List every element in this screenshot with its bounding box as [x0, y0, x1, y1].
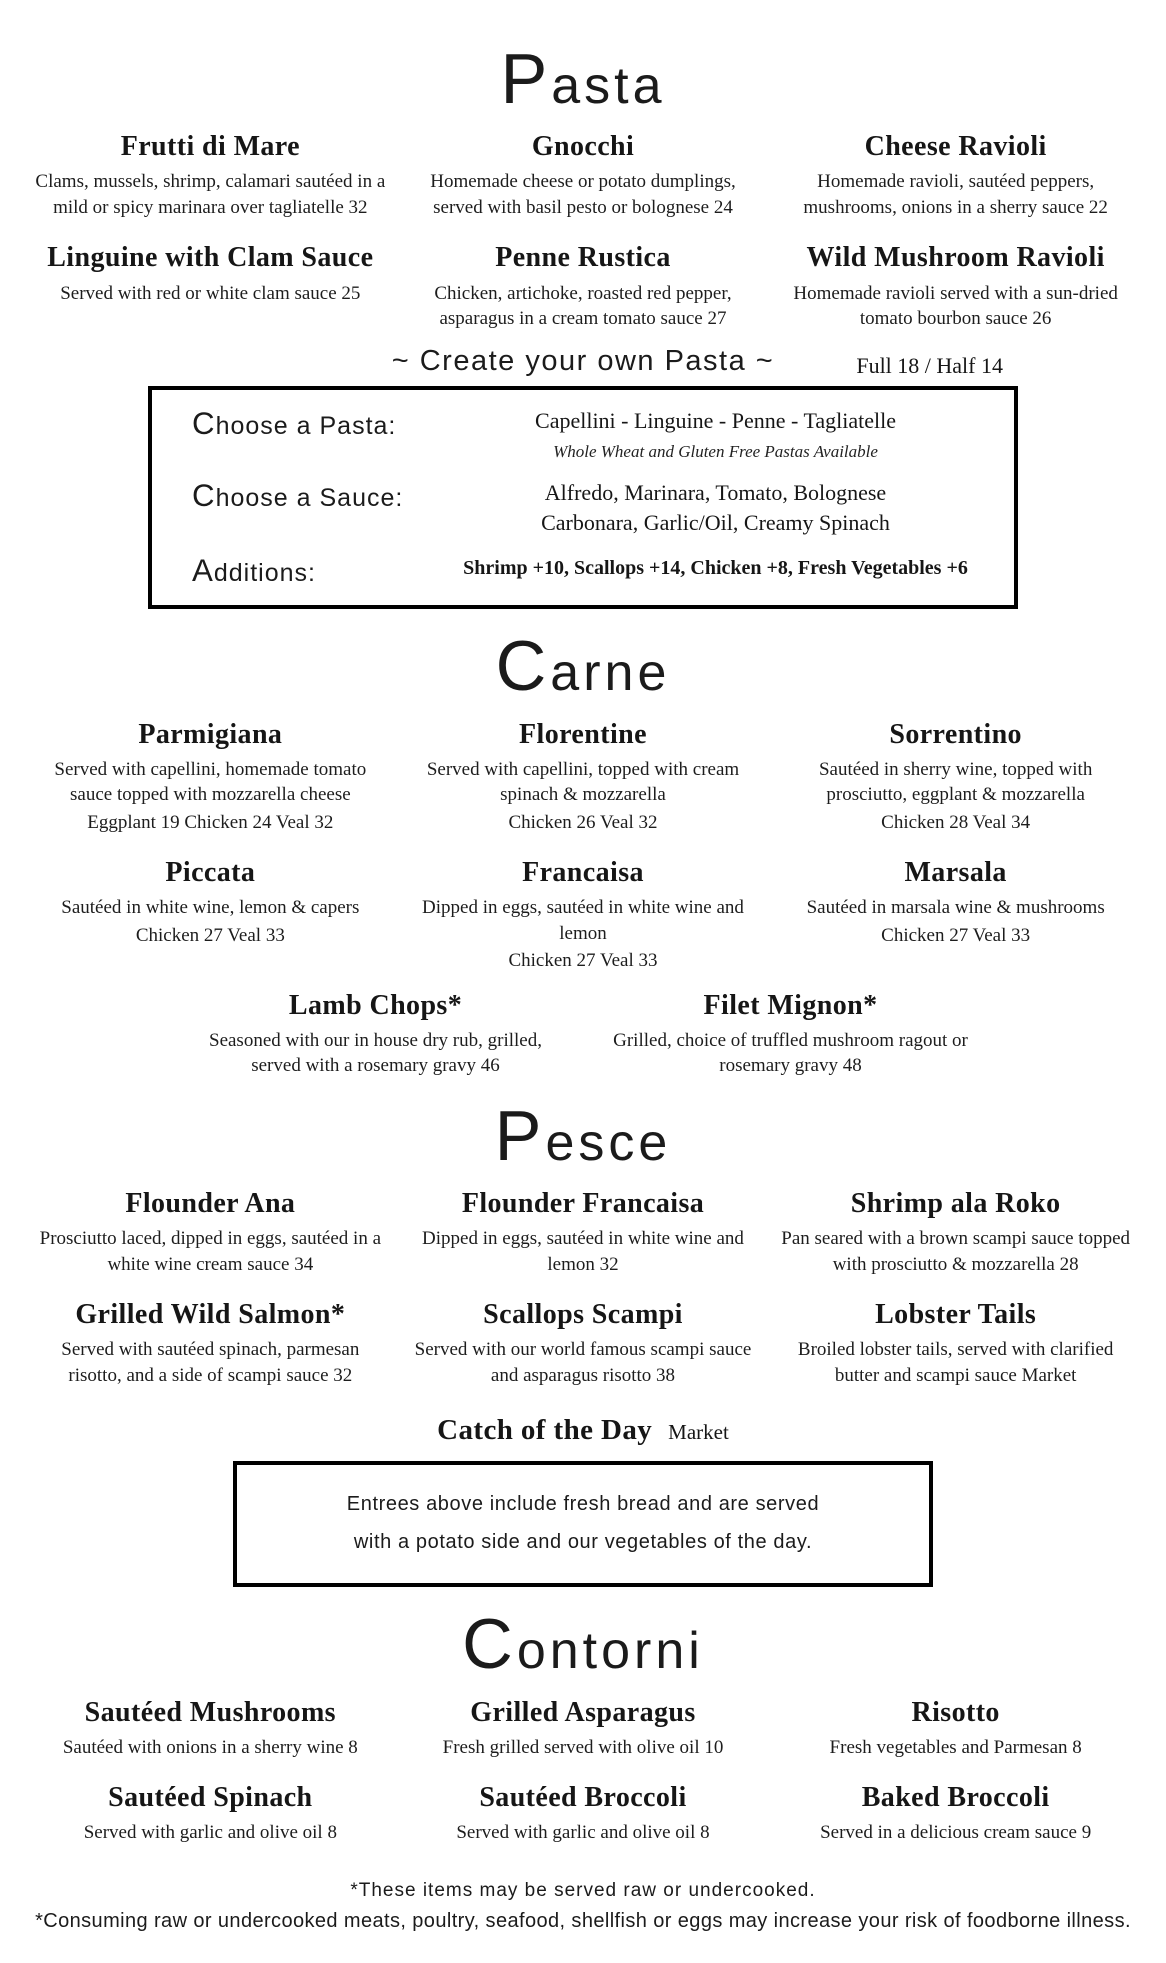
item-desc: Dipped in eggs, sautéed in white wine and lemon 32 [422, 1228, 744, 1275]
item-desc: Clams, mussels, shrimp, calamari sautéed in a mild or spicy marinara over tagliatelle 32 [35, 171, 386, 218]
menu-item-lamb-chops [183, 990, 568, 1079]
item-prices: Eggplant 19 Chicken 24 Veal 32 [87, 811, 334, 833]
item-desc: Grilled, choice of truffled mushroom ragout or rosemary gravy 48 [613, 1029, 968, 1077]
cyo-box [148, 386, 1018, 609]
item-desc: Served in a delicious cream sauce 9 [820, 1822, 1092, 1844]
cyo-pasta-value [431, 406, 1000, 462]
item-prices: Chicken 27 Veal 33 [508, 950, 658, 972]
menu-item-marsala [778, 857, 1133, 974]
cyo-heading-row [33, 345, 1133, 378]
item-name: Cheese Ravioli [864, 131, 1047, 163]
item-name: Linguine with Clam Sauce [47, 242, 374, 274]
item-desc: Sautéed in white wine, lemon & capers [61, 897, 360, 919]
item-name: Francaisa [522, 857, 644, 889]
menu-item-francaisa [406, 857, 761, 974]
create-your-own-pasta [0, 345, 1166, 609]
cyo-pasta-label: Choose a Pasta: [192, 406, 397, 442]
section-contorni [0, 1605, 1166, 1846]
item-name: Lamb Chops* [288, 989, 463, 1021]
item-desc: Dipped in eggs, sautéed in white wine and lemon [422, 897, 744, 944]
menu-item-frutti-di-mare [33, 131, 388, 220]
cyo-additions-value [431, 553, 1000, 580]
menu-item-sauteed-broccoli [406, 1782, 761, 1846]
cyo-sauce-options-line2: Carbonara, Garlic/Oil, Creamy Spinach [541, 509, 890, 535]
item-name: Sorrentino [889, 718, 1022, 750]
menu-item-flounder-ana [33, 1188, 388, 1277]
item-name: Flounder Ana [125, 1188, 296, 1220]
menu-item-lobster-tails [778, 1299, 1133, 1388]
item-desc: Served with sautéed spinach, parmesan risotto, and a side of scampi sauce 32 [61, 1339, 360, 1386]
item-name: Filet Mignon* [703, 989, 878, 1021]
item-desc: Served with capellini, homemade tomato sauce topped with mozzarella cheese [54, 758, 367, 806]
contorni-items-grid [33, 1697, 1133, 1846]
menu-item-sauteed-spinach [33, 1782, 388, 1846]
footer-disclaimers [0, 1880, 1166, 1933]
menu-item-risotto [778, 1697, 1133, 1761]
raw-items-footnote: *These items may be served raw or undercooked. [350, 1879, 816, 1901]
menu-item-catch-of-the-day [0, 1414, 1166, 1447]
item-desc: Fresh grilled served with olive oil 10 [442, 1736, 724, 1758]
cyo-sauce-value [431, 478, 1000, 537]
menu-item-sorrentino [778, 719, 1133, 836]
menu-item-parmigiana [33, 719, 388, 836]
item-desc: Served with capellini, topped with cream spinach & mozzarella [426, 758, 740, 806]
cyo-sauce-label: Choose a Sauce: [192, 478, 404, 514]
item-name: Sautéed Spinach [108, 1782, 313, 1814]
section-pasta [0, 40, 1166, 609]
item-name: Lobster Tails [875, 1299, 1037, 1331]
entrees-note-line-2: with a potato side and our vegetables of the day. [353, 1531, 813, 1554]
item-prices: Chicken 28 Veal 34 [881, 811, 1031, 833]
carne-specials-grid [183, 990, 983, 1079]
entrees-note-box [233, 1461, 933, 1587]
entrees-note-line-1: Entrees above include fresh bread and are served [346, 1493, 820, 1516]
cyo-additions-label: Additions: [192, 553, 316, 589]
carne-section-title: Carne [495, 626, 671, 706]
item-desc: Sautéed with onions in a sherry wine 8 [62, 1736, 358, 1758]
item-name: Florentine [519, 718, 647, 750]
item-desc: Homemade ravioli served with a sun-dried tomato bourbon sauce 26 [793, 282, 1118, 329]
item-name: Frutti di Mare [120, 131, 300, 163]
item-name: Gnocchi [531, 131, 635, 163]
menu-item-flounder-francaisa [406, 1188, 761, 1277]
item-name: Wild Mushroom Ravioli [806, 242, 1105, 274]
menu-item-shrimp-ala-roko [778, 1188, 1133, 1277]
item-name: Shrimp ala Roko [850, 1188, 1061, 1220]
menu-item-baked-broccoli [778, 1782, 1133, 1846]
cyo-additions-options: Shrimp +10, Scallops +14, Chicken +8, Fresh Vegetables +6 [463, 557, 968, 580]
item-desc: Fresh vegetables and Parmesan 8 [829, 1736, 1082, 1758]
cyo-additions-row [166, 553, 1000, 589]
item-name: Baked Broccoli [861, 1782, 1050, 1814]
cyo-pasta-note: Whole Wheat and Gluten Free Pastas Available [553, 442, 878, 462]
item-name: Risotto [911, 1696, 1000, 1728]
cyo-sauce-options-line1: Alfredo, Marinara, Tomato, Bolognese [544, 480, 887, 506]
menu-item-penne-rustica [406, 242, 761, 331]
item-name: Grilled Wild Salmon* [75, 1299, 346, 1331]
catch-price: Market [668, 1420, 729, 1445]
item-name: Scallops Scampi [483, 1299, 683, 1331]
item-desc: Sautéed in sherry wine, topped with prosciutto, eggplant & mozzarella [818, 758, 1093, 806]
cyo-full-half-prices: Full 18 / Half 14 [856, 353, 1003, 379]
cyo-sauce-row [166, 478, 1000, 537]
item-desc: Broiled lobster tails, served with clarified butter and scampi sauce Market [797, 1339, 1114, 1386]
menu-item-cheese-ravioli [778, 131, 1133, 220]
item-prices: Chicken 27 Veal 33 [881, 924, 1031, 946]
item-desc: Pan seared with a brown scampi sauce topped with prosciutto & mozzarella 28 [781, 1228, 1131, 1275]
item-desc: Seasoned with our in house dry rub, grilled, served with a rosemary gravy 46 [209, 1029, 542, 1077]
item-prices: Chicken 27 Veal 33 [135, 924, 285, 946]
menu-item-linguine-clam-sauce [33, 242, 388, 331]
section-carne [0, 627, 1166, 1078]
item-name: Grilled Asparagus [470, 1696, 696, 1728]
menu-item-wild-mushroom-ravioli [778, 242, 1133, 331]
item-name: Parmigiana [138, 718, 283, 750]
menu-item-piccata [33, 857, 388, 974]
menu-item-filet-mignon [598, 990, 983, 1079]
cyo-pasta-options: Capellini - Linguine - Penne - Tagliatelle [535, 408, 896, 434]
pasta-section-title: Pasta [500, 39, 666, 118]
item-desc: Homemade cheese or potato dumplings, served with basil pesto or bolognese 24 [430, 171, 736, 218]
cyo-heading: ~ Create your own Pasta ~ [391, 345, 775, 378]
item-desc: Served with our world famous scampi sauce and asparagus risotto 38 [414, 1339, 752, 1386]
contorni-section-title: Contorni [462, 1604, 704, 1684]
item-desc: Prosciutto laced, dipped in eggs, sautéed in a white wine cream sauce 34 [39, 1228, 382, 1275]
item-desc: Served with garlic and olive oil 8 [456, 1822, 710, 1844]
menu-item-sauteed-mushrooms [33, 1697, 388, 1761]
menu-item-grilled-wild-salmon [33, 1299, 388, 1388]
item-name: Flounder Francaisa [461, 1188, 705, 1220]
item-desc: Sautéed in marsala wine & mushrooms [806, 897, 1105, 919]
item-name: Marsala [904, 857, 1007, 889]
item-desc: Served with red or white clam sauce 25 [60, 282, 361, 304]
pesce-section-title: Pesce [494, 1095, 672, 1175]
item-name: Sautéed Mushrooms [84, 1696, 336, 1728]
item-desc: Served with garlic and olive oil 8 [83, 1822, 337, 1844]
item-desc: Chicken, artichoke, roasted red pepper, asparagus in a cream tomato sauce 27 [434, 282, 732, 329]
pesce-items-grid [33, 1188, 1133, 1388]
carne-items-grid [33, 719, 1133, 974]
menu-item-gnocchi [406, 131, 761, 220]
item-name: Piccata [165, 857, 256, 889]
menu-item-scallops-scampi [406, 1299, 761, 1388]
item-prices: Chicken 26 Veal 32 [508, 811, 658, 833]
section-pesce [0, 1097, 1166, 1587]
item-desc: Homemade ravioli, sautéed peppers, mushrooms, onions in a sherry sauce 22 [803, 171, 1108, 218]
consumer-advisory-footnote: *Consuming raw or undercooked meats, poultry, seafood, shellfish or eggs may increase your risk of foodborne illness. [35, 1909, 1131, 1932]
pasta-items-grid [33, 131, 1133, 331]
item-name: Sautéed Broccoli [479, 1782, 687, 1814]
cyo-pasta-row [166, 406, 1000, 462]
menu-item-florentine [406, 719, 761, 836]
item-name: Penne Rustica [495, 242, 671, 274]
menu-item-grilled-asparagus [406, 1697, 761, 1761]
catch-name: Catch of the Day [437, 1414, 653, 1447]
